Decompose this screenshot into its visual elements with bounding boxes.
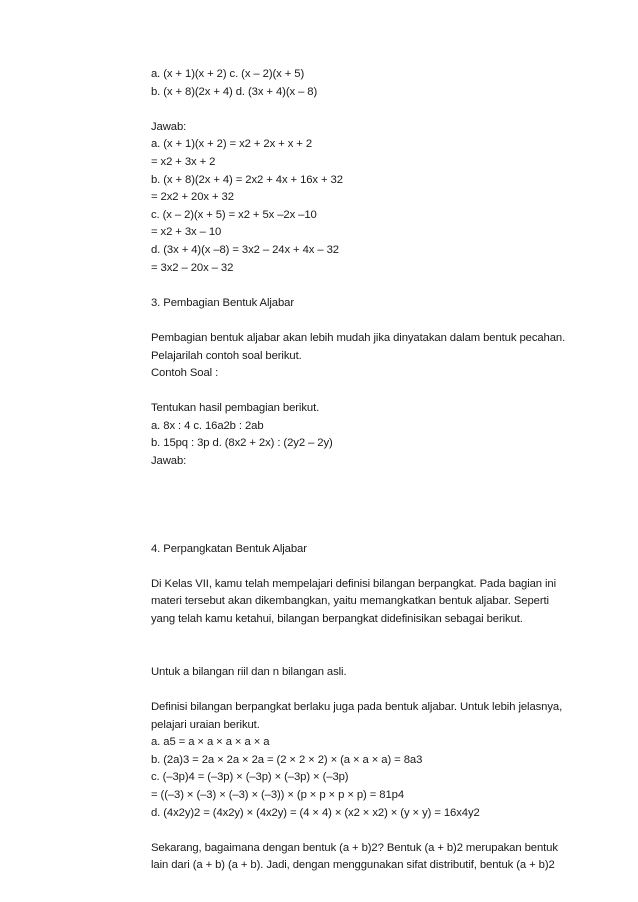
- paragraph-gap: [151, 383, 591, 401]
- text-line: c. (–3p)4 = (–3p) × (–3p) × (–3p) × (–3p): [151, 771, 349, 784]
- paragraph-gap: [151, 471, 591, 541]
- paragraph-gap: [151, 822, 591, 840]
- text-line: lain dari (a + b) (a + b). Jadi, dengan menggunakan sifat distributif, bentuk (a + b)2: [151, 859, 555, 872]
- section-heading: 4. Perpangkatan Bentuk Aljabar: [151, 542, 307, 555]
- text-line: Pelajarilah contoh soal berikut.: [151, 349, 302, 362]
- text-line: a. (x + 1)(x + 2) = x2 + 2x + x + 2: [151, 138, 313, 151]
- text-line: Sekarang, bagaimana dengan bentuk (a + b)2? Bentuk (a + b)2 merupakan bentuk: [151, 841, 558, 854]
- text-line: = x2 + 3x + 2: [151, 155, 216, 168]
- section-heading: 3. Pembagian Bentuk Aljabar: [151, 296, 295, 309]
- text-line: a. (x + 1)(x + 2) c. (x – 2)(x + 5): [151, 68, 305, 80]
- text-line: d. (4x2y)2 = (4x2y) × (4x2y) = (4 × 4) × (x2 × x2) × (y × y) = 16x4y2: [151, 806, 480, 819]
- text-line: Definisi bilangan berpangkat berlaku juga pada bentuk aljabar. Untuk lebih jelasnya,: [151, 701, 563, 713]
- text-line: Jawab:: [151, 455, 187, 468]
- paragraph-gap: [151, 646, 591, 664]
- text-line: a. 8x : 4 c. 16a2b : 2ab: [151, 419, 264, 432]
- text-line: b. (2a)3 = 2a × 2a × 2a = (2 × 2 × 2) × (a × a × a) = 8a3: [151, 753, 423, 766]
- paragraph-gap: [151, 277, 591, 295]
- paragraph-gap: [151, 558, 591, 576]
- text-line: d. (3x + 4)(x –8) = 3x2 – 24x + 4x – 32: [151, 243, 339, 256]
- text-line: Untuk a bilangan riil dan n bilangan asli.: [151, 665, 347, 678]
- text-line: Jawab:: [151, 120, 187, 133]
- text-line: b. 15pq : 3p d. (8x2 + 2x) : (2y2 – 2y): [151, 437, 333, 450]
- text-line: b. (x + 8)(2x + 4) = 2x2 + 4x + 16x + 32: [151, 173, 343, 186]
- paragraph-gap: [151, 312, 591, 330]
- paragraph-gap: [151, 629, 591, 647]
- text-line: = x2 + 3x – 10: [151, 226, 222, 239]
- text-line: pelajari uraian berikut.: [151, 718, 260, 731]
- text-line: materi tersebut akan dikembangkan, yaitu memangkatkan bentuk aljabar. Seperti: [151, 595, 549, 608]
- text-line: b. (x + 8)(2x + 4) d. (3x + 4)(x – 8): [151, 85, 318, 98]
- document-content: [151, 66, 591, 875]
- text-line: Di Kelas VII, kamu telah mempelajari definisi bilangan berpangkat. Pada bagian ini: [151, 577, 557, 590]
- paragraph-gap: [151, 681, 591, 699]
- text-line: Pembagian bentuk aljabar akan lebih mudah jika dinyatakan dalam bentuk pecahan.: [151, 331, 566, 344]
- paragraph-gap: [151, 101, 591, 119]
- text-line: Tentukan hasil pembagian berikut.: [151, 402, 320, 415]
- text-line: Contoh Soal :: [151, 367, 219, 380]
- text-line: c. (x – 2)(x + 5) = x2 + 5x –2x –10: [151, 208, 317, 221]
- text-line: = 2x2 + 20x + 32: [151, 191, 234, 204]
- text-line: = 3x2 – 20x – 32: [151, 261, 234, 274]
- text-line: yang telah kamu ketahui, bilangan berpangkat didefinisikan sebagai berikut.: [151, 613, 523, 626]
- text-line: a. a5 = a × a × a × a × a: [151, 736, 270, 749]
- text-line: = ((–3) × (–3) × (–3) × (–3)) × (p × p × p × p) = 81p4: [151, 788, 405, 801]
